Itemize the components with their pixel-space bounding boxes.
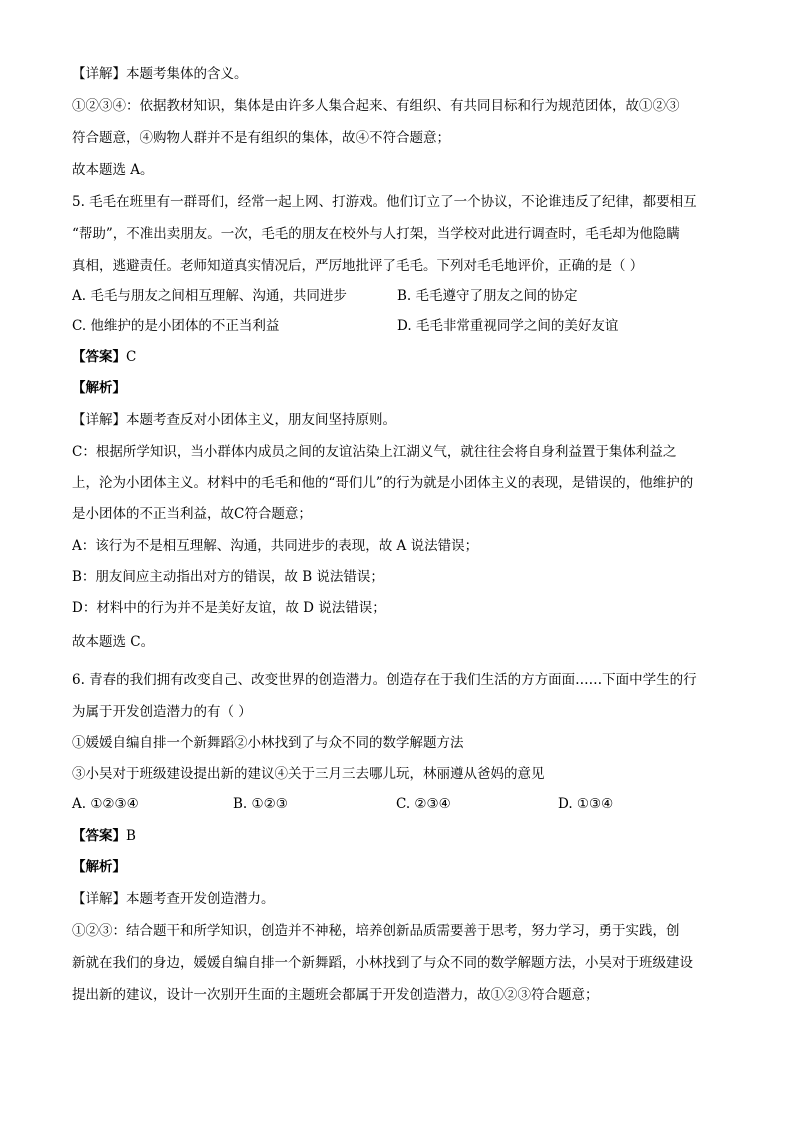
q6-option-c: C. ②③④ <box>396 796 451 812</box>
q5-detail: 【详解】本题考查反对小团体主义，朋友间坚持原则。 <box>72 412 396 428</box>
q5-stem-line-3: 真相，逃避责任。老师知道真实情况后，严厉地批评了毛毛。下列对毛毛地评价，正确的是（ ） <box>72 258 644 274</box>
q6-item-line-1: ①媛媛自编自排一个新舞蹈②小林找到了与众不同的数学解题方法 <box>72 735 464 751</box>
q6-item-line-2: ③小吴对于班级建设提出新的建议④关于三月三去哪儿玩，林丽遵从爸妈的意见 <box>72 766 545 782</box>
q5-conclusion: 故本题选 C。 <box>72 634 155 650</box>
q6-detail: 【详解】本题考查开发创造潜力。 <box>72 891 275 907</box>
q5-a-explanation: A：该行为不是相互理解、沟通，共同进步的表现，故 A 说法错误； <box>72 538 479 554</box>
q4-detail: 【详解】本题考集体的含义。 <box>72 66 248 82</box>
q5-b-explanation: B：朋友间应主动指出对方的错误，故 B 说法错误； <box>72 569 384 585</box>
q6-option-a: A. ①②③④ <box>72 796 139 812</box>
q6-answer-tag: 【答案】 <box>72 828 126 844</box>
q6-option-b: B. ①②③ <box>233 796 288 812</box>
q4-analysis-line-2: 符合题意，④购物人群并不是有组织的集体，故④不符合题意； <box>72 130 450 146</box>
q6-analysis-line-2: 新就在我们的身边，媛媛自编自排一个新舞蹈，小林找到了与众不同的数学解题方法，小吴对于班级建设 <box>72 955 693 971</box>
q5-option-d: D. 毛毛非常重视同学之间的美好友谊 <box>397 318 619 334</box>
q5-c-line-3: 是小团体的不正当利益，故C符合题意； <box>72 506 312 522</box>
q4-analysis-line-1: ①②③④：依据教材知识，集体是由许多人集合起来、有组织、有共同目标和行为规范团体，故①②③ <box>72 98 680 114</box>
q6-stem-line-1: 6. 青春的我们拥有改变自己、改变世界的创造潜力。创造存在于我们生活的方方面面……下面中学生的行 <box>72 672 697 688</box>
q5-answer-value: C <box>126 349 137 365</box>
q6-parse-tag: 【解析】 <box>72 859 126 875</box>
q5-parse-tag: 【解析】 <box>72 380 126 396</box>
q6-option-d: D. ①③④ <box>558 796 614 812</box>
q5-option-a: A. 毛毛与朋友之间相互理解、沟通，共同进步 <box>72 288 347 304</box>
q5-c-line-1: C：根据所学知识，当小群体内成员之间的友谊沾染上江湖义气，就往往会将自身利益置于集体利益之 <box>72 444 677 460</box>
q6-answer <box>72 826 727 846</box>
q5-c-line-2: 上，沦为小团体主义。材料中的毛毛和他的“哥们儿”的行为就是小团体主义的表现，是错误的，他维护的 <box>72 475 694 491</box>
q5-option-c: C. 他维护的是小团体的不正当利益 <box>72 318 280 334</box>
q5-answer-tag: 【答案】 <box>72 349 126 365</box>
q5-option-b: B. 毛毛遵守了朋友之间的协定 <box>397 288 578 304</box>
q5-answer <box>72 347 727 367</box>
q6-analysis-line-3: 提出新的建议，设计一次别开生面的主题班会都属于开发创造潜力，故①②③符合题意； <box>72 987 599 1003</box>
q6-stem-line-2: 为属于开发创造潜力的有（ ） <box>72 704 252 720</box>
q5-stem-line-2: “帮助”，不准出卖朋友。一次，毛毛的朋友在校外与人打架，当学校对此进行调查时，毛毛却为他隐瞒 <box>72 226 680 242</box>
q4-conclusion: 故本题选 A。 <box>72 162 154 178</box>
q6-analysis-line-1: ①②③：结合题干和所学知识，创造并不神秘，培养创新品质需要善于思考，努力学习，勇于实践，创 <box>72 923 680 939</box>
q5-d-explanation: D：材料中的行为并不是美好友谊，故 D 说法错误； <box>72 600 386 616</box>
q6-answer-value: B <box>126 828 136 844</box>
q5-stem-line-1: 5. 毛毛在班里有一群哥们，经常一起上网、打游戏。他们订立了一个协议，不论谁违反了纪律，都要相互 <box>72 194 697 210</box>
